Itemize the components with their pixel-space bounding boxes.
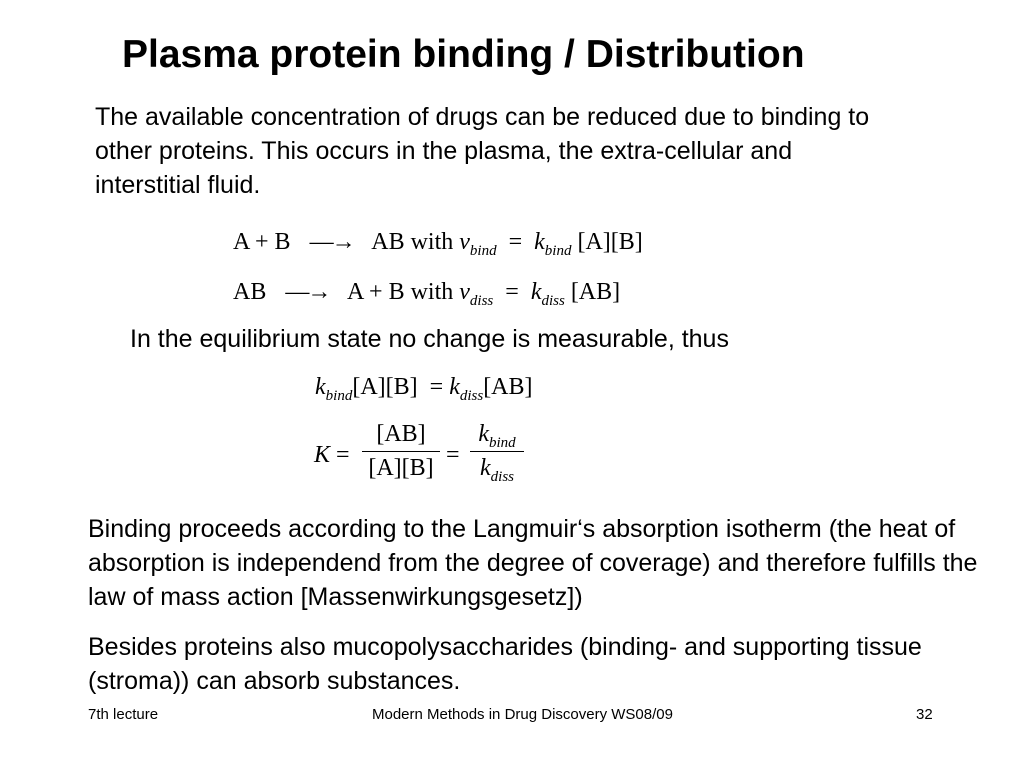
constant-fraction-2 bbox=[470, 421, 524, 485]
footer-page-number: 32 bbox=[916, 706, 933, 723]
binding-const-symbol: k bbox=[534, 229, 545, 255]
binding-product: AB bbox=[371, 229, 405, 255]
dissociation-rate-symbol: v bbox=[459, 279, 470, 305]
intro-paragraph: The available concentration of drugs can be reduced due to binding to other proteins. This occurs in the plasma, the extra-cellular and interstitial fluid. bbox=[95, 103, 870, 199]
constant-equals: = bbox=[446, 442, 460, 468]
constant-fraction-1 bbox=[362, 421, 440, 482]
dissociation-concentrations: [AB] bbox=[570, 279, 621, 305]
besides-paragraph: Besides proteins also mucopolysaccharides (binding- and supporting tissue (stroma)) can absorb substances. bbox=[88, 633, 922, 695]
reaction-arrow-icon: —→ bbox=[285, 279, 330, 305]
dissociation-with: with bbox=[410, 279, 454, 305]
dissociation-const-symbol: k bbox=[530, 279, 542, 305]
binding-rate-sub: bind bbox=[469, 243, 497, 259]
fraction-2-denominator: $k_{diss}$ bbox=[480, 455, 514, 485]
dissociation-product: A + B bbox=[347, 279, 405, 305]
binding-with: with bbox=[410, 229, 454, 255]
langmuir-paragraph: Binding proceeds according to the Langmuir‘s absorption isotherm (the heat of absorption is independend from the degree of coverage) and therefore fulfills the law of mass action [Massenwirkungsgesetz]) bbox=[88, 515, 978, 611]
binding-rate-symbol: v bbox=[459, 229, 470, 255]
equilibrium-right-symbol: k bbox=[449, 374, 460, 400]
slide-title: Plasma protein binding / Distribution bbox=[122, 33, 805, 76]
fraction-1-numerator: [AB] bbox=[376, 421, 426, 447]
equilibrium-left-sub: bind bbox=[325, 388, 353, 404]
equilibrium-text: In the equilibrium state no change is measurable, thus bbox=[130, 325, 729, 353]
equilibrium-left-conc: [A][B] bbox=[352, 374, 418, 400]
fraction-1-denominator: [A][B] bbox=[368, 455, 434, 481]
fraction-2-numerator: $k_{bind}$ bbox=[478, 421, 516, 451]
equilibrium-left-symbol: k bbox=[315, 374, 326, 400]
constant-symbol: K bbox=[314, 442, 331, 468]
fraction-bar bbox=[362, 451, 440, 452]
dissociation-reactants: AB bbox=[233, 279, 267, 305]
equilibrium-equation: $k_{bind}[A][B] = k_{diss}[AB]$ bbox=[315, 374, 533, 404]
dissociation-const-sub: diss bbox=[541, 293, 565, 309]
binding-equation: A + B —→ AB with $v_{bind} = k_{bind}$ [A][B] bbox=[233, 229, 643, 259]
footer-lecture: 7th lecture bbox=[88, 706, 159, 723]
reaction-arrow-icon: —→ bbox=[309, 229, 354, 255]
binding-const-sub: bind bbox=[544, 243, 572, 259]
binding-concentrations: [A][B] bbox=[577, 229, 643, 255]
dissociation-rate-sub: diss bbox=[469, 293, 494, 309]
fraction-bar bbox=[470, 451, 524, 452]
equilibrium-right-conc: [AB] bbox=[483, 374, 533, 400]
dissociation-equation: AB —→ A + B with $v_{diss} = k_{diss}$ [AB] bbox=[233, 279, 621, 309]
constant-lhs: K = bbox=[314, 442, 350, 468]
equilibrium-right-sub: diss bbox=[459, 388, 484, 404]
footer-course: Modern Methods in Drug Discovery WS08/09 bbox=[372, 706, 673, 723]
binding-reactants: A + B bbox=[233, 229, 291, 255]
